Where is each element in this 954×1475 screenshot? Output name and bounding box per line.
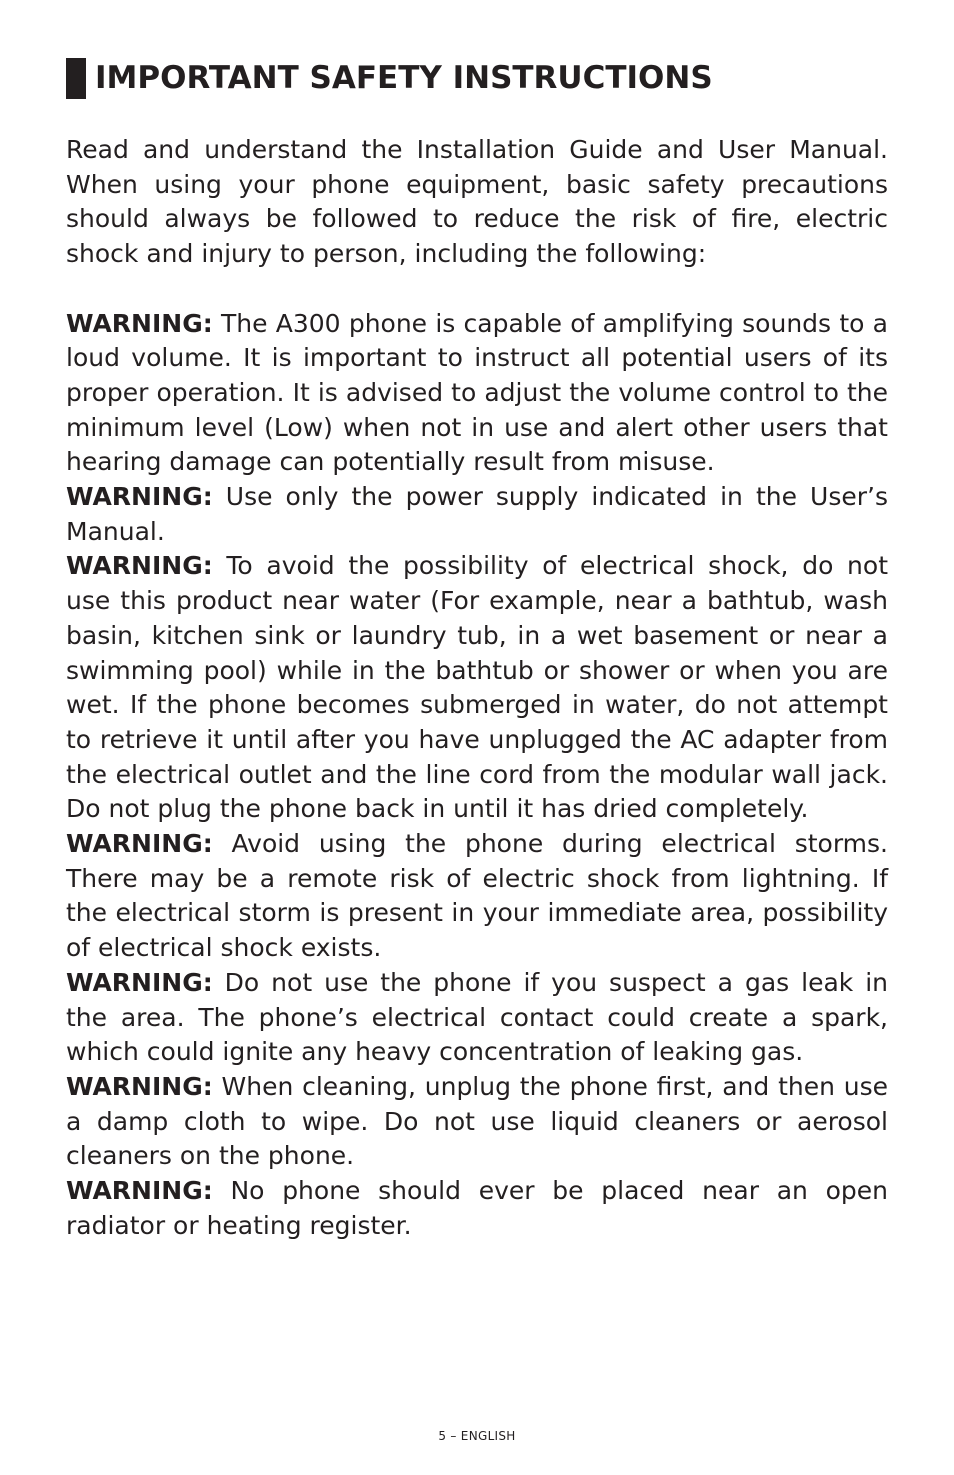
heading-title: IMPORTANT SAFETY INSTRUCTIONS xyxy=(95,60,713,96)
warning-text: To avoid the possibility of electrical shock, do not use this product near water (For example, near a bathtub, wash basin, kitchen sink or laundry tub, in a wet basement or near a swimming pool) while in the bathtub or shower or when you are wet. If the phone becomes submerged in water, do not attempt to retrieve it until after you have unplugged the AC adapter from the electrical outlet and the line cord from the modular wall jack. Do not plug the phone back in until it has dried completely. xyxy=(66,551,888,824)
warning-text: The A300 phone is capable of amplifying sounds to a loud volume. It is important to instruct all potential users of its proper operation. It is advised to adjust the volume control to the minimum level (Low) when not in use and alert other users that hearing damage can potentially result from misuse. xyxy=(66,308,888,477)
intro-paragraph: Read and understand the Installation Guide and User Manual. When using your phone equipment, basic safety precautions should always be followed to reduce the risk of fire, electric shock and injury to person, including the following: xyxy=(66,135,888,269)
warning-paragraph xyxy=(66,549,888,827)
warning-label: WARNING: xyxy=(66,967,213,997)
warning-paragraph xyxy=(66,480,888,549)
safety-instructions-body xyxy=(66,133,888,1243)
page-footer: 5 – ENGLISH xyxy=(438,1429,516,1443)
warning-paragraph xyxy=(66,307,888,481)
warning-text: Use only the power supply indicated in the User’s Manual. xyxy=(66,482,888,546)
warning-paragraph xyxy=(66,966,888,1070)
heading-bar-marker xyxy=(66,58,86,99)
section-heading xyxy=(66,58,713,99)
warning-label: WARNING: xyxy=(66,829,213,859)
warning-label: WARNING: xyxy=(66,308,213,338)
warning-text: When cleaning, unplug the phone first, and then use a damp cloth to wipe. Do not use liquid cleaners or aerosol cleaners on the phone. xyxy=(66,1071,888,1171)
warning-label: WARNING: xyxy=(66,1176,213,1206)
warning-paragraph xyxy=(66,1174,888,1243)
warning-paragraph xyxy=(66,827,888,966)
warning-text: No phone should ever be placed near an open radiator or heating register. xyxy=(66,1176,888,1240)
warning-paragraph xyxy=(66,1070,888,1174)
warning-label: WARNING: xyxy=(66,551,213,581)
warning-label: WARNING: xyxy=(66,482,213,512)
warning-text: Do not use the phone if you suspect a gas leak in the area. The phone’s electrical contact could create a spark, which could ignite any heavy concentration of leaking gas. xyxy=(66,967,888,1067)
warning-text: Avoid using the phone during electrical storms. There may be a remote risk of electric shock from lightning. If the electrical storm is present in your immediate area, possibility of electrical shock exists. xyxy=(66,829,888,963)
warning-label: WARNING: xyxy=(66,1071,213,1101)
